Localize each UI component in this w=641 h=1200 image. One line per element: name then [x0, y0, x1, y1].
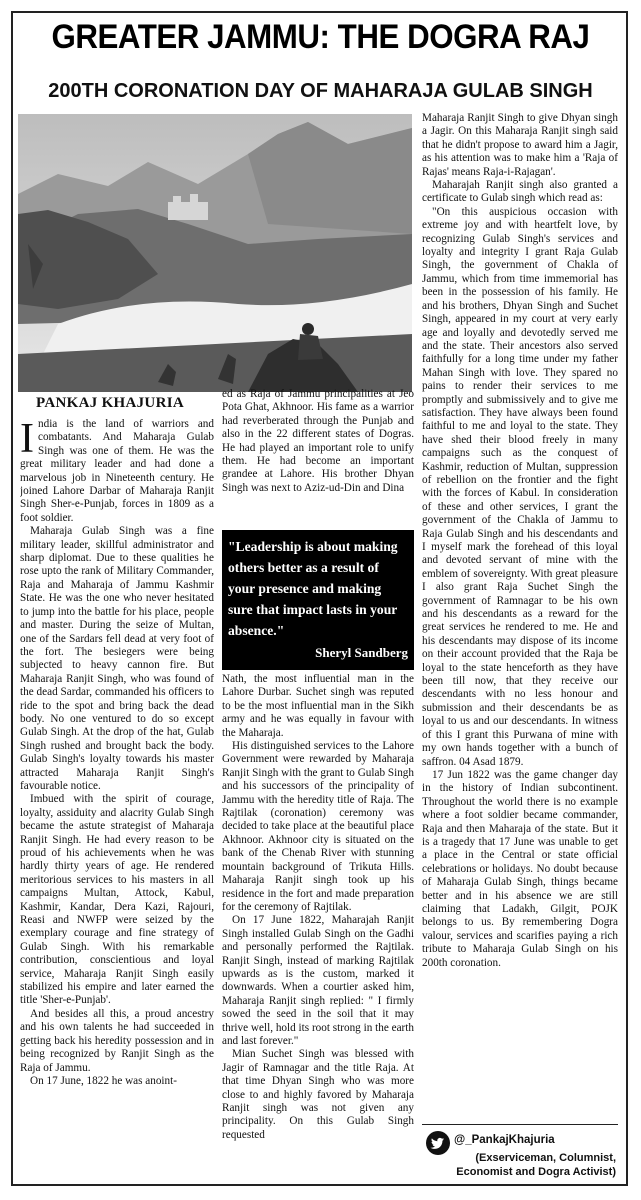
article-column-3	[422, 112, 618, 1144]
author-footer	[422, 1124, 618, 1182]
paragraph: ed as Raja of Jammu principalities at Jeo Pota Ghat, Akhnoor. His fame as a warrior had reverberated through the Punjab and also in the 22 different states of Dogras. He had played an important role to unify them. He had become an important grandee at Lahore. His brother Dhyan Singh was next to Aziz-ud-Din and Dina	[222, 388, 414, 494]
article-column-1	[20, 418, 214, 1184]
paragraph: Maharajah Ranjit singh also granted a certificate to Gulab singh which read as:	[422, 179, 618, 205]
drop-cap-letter: I	[20, 418, 34, 462]
paragraph: Maharaja Gulab Singh was a fine military leader, skillful administrator and sharp diplomat. Due to these qualities he rose upto the rank of Military Commander, Raja and Maharaja of Jammu Kashmir State. He was the one who never hesitated to jump into the battle for his place, people and master. During the seize of Multan, one of the Sardars fell dead at very foot of the fort. The besiegers were being subjected to heavy cannon fire. But Maharaja Ranjit Singh, who was found of the dead Sardar, commanded his officers to ride to the spot and bring back the dead body. No one ventured to do so except Gulab Singh. At the drop of the hat, Gulab Singh rushed and brought back the body. Gulab Singh's loyalty towards his master attracted Maharaja Ranjit Singh's favourable notice.	[20, 525, 214, 792]
author-handle[interactable]: @_PankajKhajuria	[454, 1134, 555, 1146]
paragraph: Imbued with the spirit of courage, loyalty, assiduity and alacrity Gulab Singh became the astute strategist of Maharaja Ranjit Singh. He had every reason to be proud of his achievements when he was hardly thirty years of age. He rendered meritorious services to his masters in all campaigns Multan, Attock, Kabul, Kashmir, Kandar, Dera Kazi, Rajouri, Reasi and NWFP were seized by the exemplary courage and fine strategy of Gulab Singh. With his remarkable contribution, conscientious and loyal service, Maharaja Ranjit Singh easily stabilized his empire and later earned the title 'Sher-e-Punjab'.	[20, 793, 214, 1007]
author-credentials: (Exserviceman, Columnist, Economist and Dogra Activist)	[456, 1152, 616, 1178]
paragraph: On 17 June 1822, Maharajah Ranjit Singh installed Gulab Singh on the Gadhi and personally performed the Rajtilak. Ranjit Singh, instead of marking Rajtilak upwards as is the custom, marked it downwards. When a courtier asked him, Maharaja Ranjit singh replied: " I firmly sowed the seed in the soil that it may thrive well, hold its root strong in the earth and last forever."	[222, 914, 414, 1047]
pull-quote	[222, 530, 414, 670]
paragraph: On 17 June, 1822 he was anoint-	[30, 1074, 177, 1087]
page-headline: GREATER JAMMU: THE DOGRA RAJ	[51, 18, 590, 56]
illustration-fort-landscape	[18, 114, 412, 392]
author-byline: PANKAJ KHAJURIA	[36, 395, 184, 411]
paragraph: Nath, the most influential man in the Lahore Durbar. Suchet singh was reputed to be the most influential man in the Sikh army and he was equally in favour with the Maharaja.	[222, 673, 414, 739]
paragraph: And besides all this, a proud ancestry and his own talents he had succeeded in getting back his heredity possession and in being recognized by Ranjit Singh as the Raja of Jammu.	[20, 1007, 214, 1074]
quote-author: Sheryl Sandberg	[315, 645, 408, 660]
page-subheadline: 200TH CORONATION DAY OF MAHARAJA GULAB SINGH	[48, 80, 593, 102]
paragraph: Maharaja Ranjit Singh to give Dhyan singh a Jagir. On this Maharaja Ranjit singh said that he didn't propose to award him a Jagir, as his attention was to make him a 'Raja of Rajas' means Raja-i-Rajagan'.	[422, 112, 618, 178]
paragraph: His distinguished services to the Lahore Government were rewarded by Maharaja Ranjit Singh with the grant to Gulab Singh and his successors of the principality of Jammu with the heredity title of Raja. The Rajtilak (coronation) ceremony was decided to take place at the beautiful place Akhnoor. Akhnoor city is situated on the bank of the Chenab River with stunning mountain background of Trikuta Hills. Maharaja Ranjit singh took up his residence in the fort and made preparation for the ceremony of Rajtilak.	[222, 740, 414, 913]
paragraph: 17 Jun 1822 was the game changer day in the history of Indian subcontinent. Throughout the world there is no example where a foot soldier became commander, Raja and then Maharaja of the state. But it is a tragedy that 17 June was unable to get a place in the Central or state official celebrations or holidays. No doubt because of Maharaja Gulab Singh, things became better and in his absence we are still claiming that Ladakh, Gilgit, POJK belongs to us. By remembering Dogra valour, services and scarifies paying a rich tribute to Maharaja Gulab Singh on his 200th coronation.	[422, 768, 618, 969]
paragraph: ndia is the land of warriors and combatants. And Maharaja Gulab Singh was one of them. He was the great military leader and had done a marvelous job in Nineteenth century. He joined Lahore Darbar of Maharaja Ranjit Singh Sher-e-Punjab, forces in 1809 as a foot soldier.	[20, 418, 214, 524]
article-column-2-top	[222, 388, 414, 530]
quote-text: "Leadership is about making others better as a result of your presence and making sure that impact lasts in your absence."	[228, 539, 398, 638]
article-column-2-bottom	[222, 673, 414, 1197]
paragraph: Mian Suchet Singh was blessed with Jagir of Ramnagar and the title Raja. At that time Dhyan Singh who was more close to and highly favored by Maharaja Ranjit singh was not given any principality. On this Gulab Singh requested	[222, 1048, 414, 1141]
paragraph: "On this auspicious occasion with extreme joy and with heartfelt love, by recognizing Gulab Singh's services and loyalty and integrity I grant Raja Gulab Singh, the government of Chakla of Jammu, which from time immemorial has been in the possession of his family. He and his brothers, Dhyan Singh and Suchet Singh, appeared in my court at very early age and loyally and devotedly served me and the state. Their ancestors also served faithfully for a long time under my father Mahan Singh with love. They spared no pains to render their services to me promptly and submissively and to give me satisfaction. They have always been found faithful to me and loyal to the state. They have shed their blood freely in many campaigns such as the conquest of Kashmir, reduction of Multan, suppression of rebellion on the frontier and the fight with the forces of Kabul. In consideration of these and other services, I grant the government of the Chakla of Jammu to Raja Gulab Singh and his descendants and I myself mark the forehead of this loyal and devoted servant of mine with the emblem of sovereignty. With great pleasure I also grant Raja Suchet Singh the government of Ramnagar to be his own and his descendants as a reward for the great services he rendered to me. He and his descendants may dispose of its income on their account provided that the Raja be loyal to the state henceforth as they have been till now, that they receive our descendants with no less honour and submission and their descendants be as loyal to us and our descendants. In witness of this I grant this Purwana of mine with my own hands together with a bunch of saffron. 04 Asad 1879.	[422, 205, 618, 768]
